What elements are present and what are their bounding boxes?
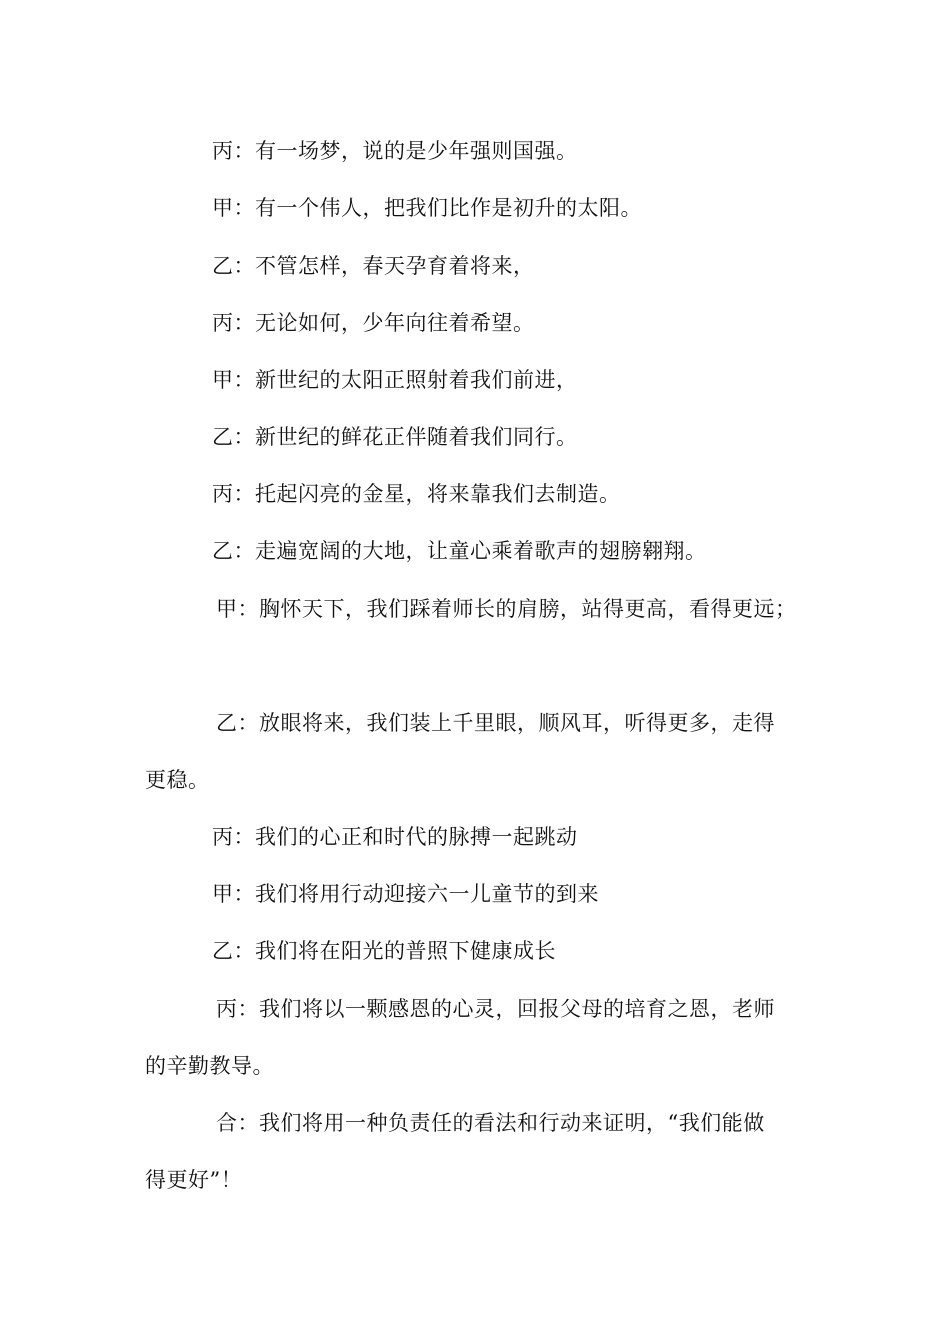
- dialogue-line-5: 甲：新世纪的太阳正照射着我们前进，: [212, 368, 578, 392]
- dialogue-line-3: 乙：不管怎样，春天孕育着将来，: [212, 254, 535, 278]
- dialogue-line-8: 乙：走遍宽阔的大地，让童心乘着歌声的翅膀翱翔。: [212, 539, 707, 563]
- dialogue-line-14-cont: 的辛勤教导。: [145, 1054, 274, 1078]
- dialogue-line-1: 丙：有一场梦，说的是少年强则国强。: [212, 139, 578, 163]
- dialogue-line-9: 甲：胸怀天下，我们踩着师长的肩膀，站得更高，看得更远；: [216, 597, 797, 621]
- dialogue-line-13: 乙：我们将在阳光的普照下健康成长: [212, 939, 556, 963]
- dialogue-line-6: 乙：新世纪的鲜花正伴随着我们同行。: [212, 425, 578, 449]
- dialogue-line-15-cont: 得更好”！: [145, 1168, 243, 1192]
- dialogue-line-7: 丙：托起闪亮的金星，将来靠我们去制造。: [212, 482, 621, 506]
- dialogue-line-10-cont: 更稳。: [145, 768, 210, 792]
- dialogue-line-14: 丙：我们将以一颗感恩的心灵，回报父母的培育之恩，老师: [216, 997, 775, 1021]
- dialogue-line-2: 甲：有一个伟人，把我们比作是初升的太阳。: [212, 196, 642, 220]
- dialogue-line-12: 甲：我们将用行动迎接六一儿童节的到来: [212, 882, 599, 906]
- dialogue-line-11: 丙：我们的心正和时代的脉搏一起跳动: [212, 825, 578, 849]
- dialogue-line-10: 乙：放眼将来，我们装上千里眼，顺风耳，听得更多，走得: [216, 711, 775, 735]
- dialogue-line-4: 丙：无论如何，少年向往着希望。: [212, 311, 535, 335]
- dialogue-line-15: 合：我们将用一种负责任的看法和行动来证明，“我们能做: [216, 1111, 765, 1135]
